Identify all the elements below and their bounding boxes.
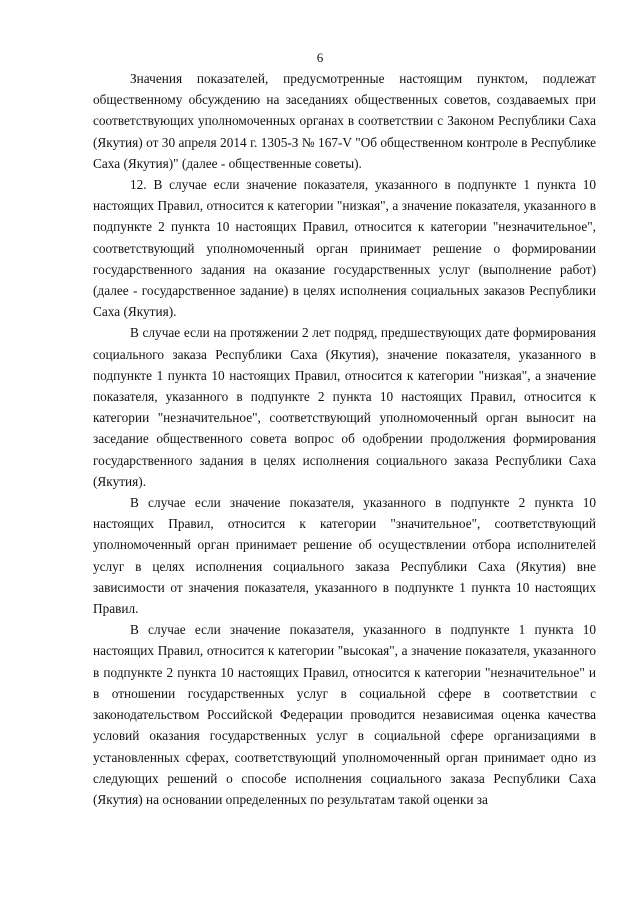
page-number: 6 (316, 50, 324, 65)
paragraph-two-years: В случае если на протяжении 2 лет подряд, предшествующих дате формирования социального заказа Республики Саха (Якутия), значение показателя, указанного в подпункте 1 пункта 10 настоящих Правил, относится к категории "низкая", а значение показателя, указанного в подпункте 2 пункта 10 настоящих Правил, относится к категории "незначительное", соответствующий уполномоченный орган выносит на заседание общественного совета вопрос об одобрении продолжения формирования государственного задания в целях исполнения социального заказа Республики Саха (Якутия). (93, 325, 596, 489)
paragraph-significant: В случае если значение показателя, указанного в подпункте 2 пункта 10 настоящих Правил, относится к категории "значительное", соответствующий уполномоченный орган принимает решение об осуществлении отбора исполнителей услуг в целях исполнения социального заказа Республики Саха (Якутия) вне зависимости от значения показателя, указанного в подпункте 1 пункта 10 настоящих Правил. (93, 495, 596, 617)
document-body (93, 68, 596, 810)
paragraph-clause-12: 12. В случае если значение показателя, указанного в подпункте 1 пункта 10 настоящих Правил, относится к категории "низкая", а значение показателя, указанного в подпункте 2 пункта 10 настоящих Правил, относится к категории "незначительное", соответствующий уполномоченный орган принимает решение о формировании государственного задания на оказание государственных услуг (выполнение работ) (далее - государственное задание) в целях исполнения социальных заказов Республики Саха (Якутия). (93, 177, 596, 320)
paragraph-high-category: В случае если значение показателя, указанного в подпункте 1 пункта 10 настоящих Правил, относится к категории "высокая", а значение показателя, указанного в подпункте 2 пункта 10 настоящих Правил, относится к категории "незначительное" и в отношении государственных услуг в социальной сфере в соответствии с законодательством Российской Федерации проводится независимая оценка качества условий оказания государственных услуг в социальной сфере организациями в установленных сферах, соответствующий уполномоченный орган принимает одно из следующих решений о способе исполнения социального заказа Республики Саха (Якутия) на основании определенных по результатам такой оценки за (93, 622, 596, 807)
paragraph-public-discussion: Значения показателей, предусмотренные настоящим пунктом, подлежат общественному обсуждению на заседаниях общественных советов, создаваемых при соответствующих уполномоченных органах в соответствии с Законом Республики Саха (Якутия) от 30 апреля 2014 г. 1305-З № 167-V "Об общественном контроле в Республике Саха (Якутия)" (далее - общественные советы). (93, 71, 596, 171)
